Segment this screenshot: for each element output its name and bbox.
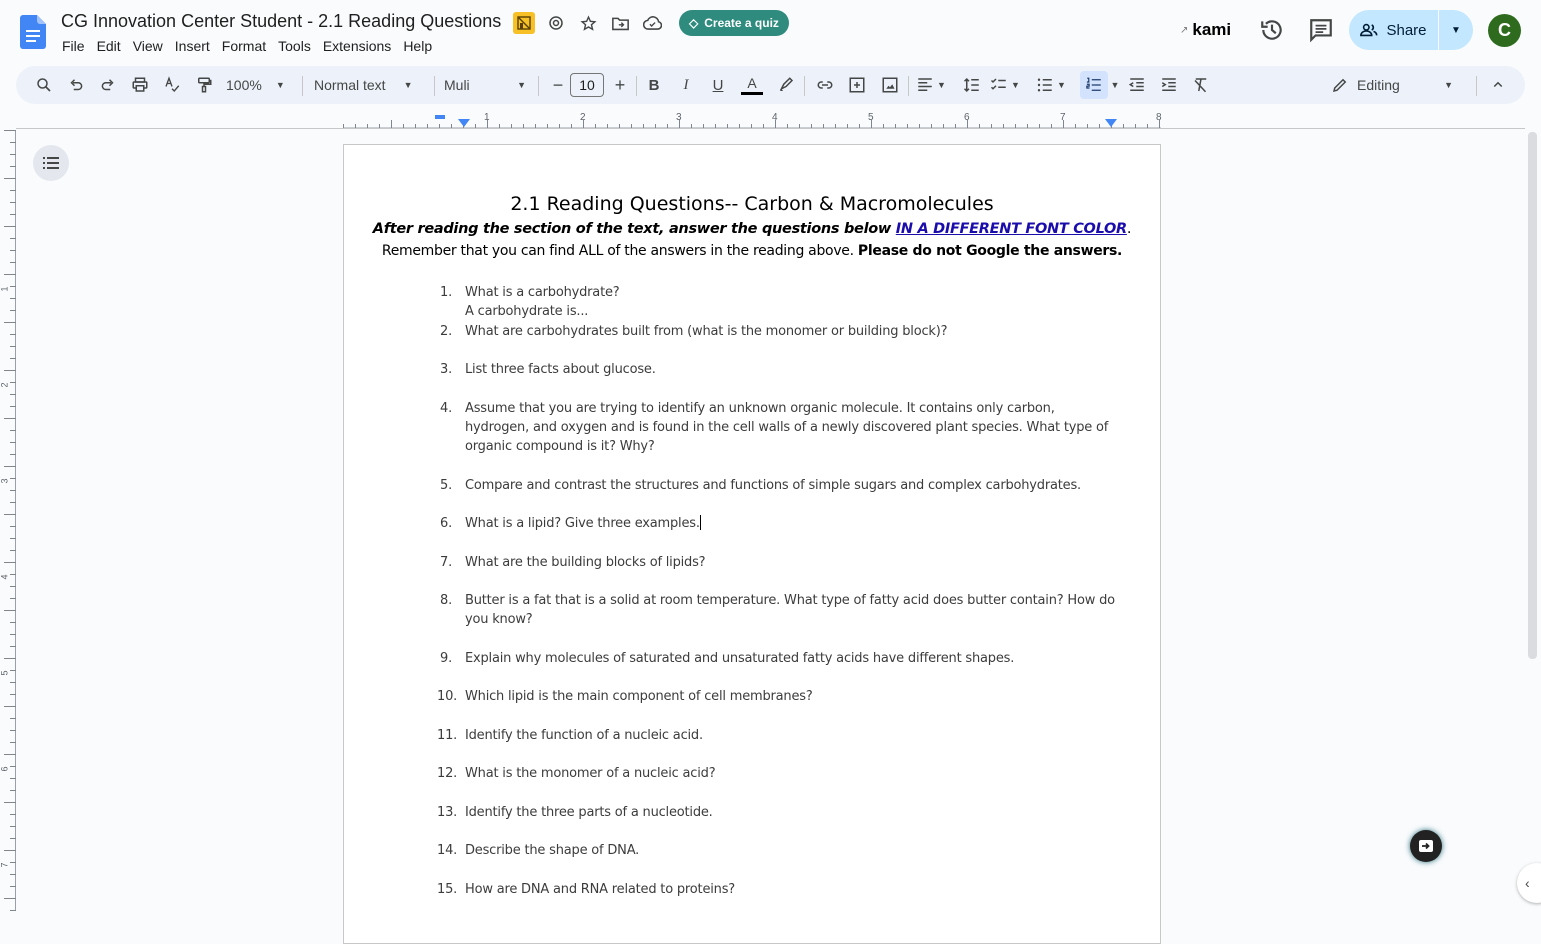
ruler-label: 1	[0, 286, 10, 292]
caret-down-icon: ▼	[1444, 80, 1453, 90]
document-outline-button[interactable]	[33, 145, 69, 181]
caret-down-icon: ▼	[517, 80, 526, 90]
right-indent-marker[interactable]	[1105, 119, 1117, 127]
star-icon[interactable]	[577, 12, 599, 34]
increase-font-size-button[interactable]: +	[614, 74, 626, 95]
font-size-input[interactable]: 10	[570, 73, 604, 97]
ruler-label: 3	[676, 112, 682, 123]
caret-down-icon: ▼	[1057, 80, 1066, 90]
vertical-scrollbar[interactable]	[1528, 132, 1537, 659]
ruler-label: 5	[868, 112, 874, 123]
menu-insert[interactable]: Insert	[174, 38, 210, 54]
clear-formatting-icon[interactable]	[1187, 71, 1215, 99]
menu-help[interactable]: Help	[403, 38, 433, 54]
toolbar-divider	[636, 76, 637, 96]
ruler-divider	[16, 128, 1525, 129]
question-item: 7. What are the building blocks of lipids?	[440, 555, 706, 570]
kami-assist-icon	[1418, 839, 1434, 853]
caret-down-icon: ▼	[937, 80, 946, 90]
align-left-icon	[916, 76, 934, 94]
numbered-list-dropdown[interactable]	[1108, 71, 1122, 99]
outline-list-icon	[43, 156, 59, 170]
add-comment-icon[interactable]	[843, 71, 871, 99]
line-spacing-icon[interactable]	[958, 71, 986, 99]
increase-indent-icon[interactable]	[1155, 71, 1183, 99]
docs-logo-icon[interactable]	[20, 15, 46, 49]
insert-link-icon[interactable]	[811, 71, 839, 99]
pencil-icon	[1331, 76, 1349, 94]
at-mention-icon[interactable]	[545, 12, 567, 34]
ruler-label: 4	[772, 112, 778, 123]
checklist-icon	[990, 76, 1008, 94]
ruler-label: 8	[1156, 112, 1162, 123]
question-item: 15. How are DNA and RNA related to proteins?	[437, 882, 735, 897]
ruler-label: 6	[0, 766, 10, 772]
question-item: 3. List three facts about glucose.	[440, 362, 656, 377]
numbered-list-button[interactable]	[1080, 71, 1108, 99]
question-item: 14. Describe the shape of DNA.	[437, 843, 640, 858]
redo-icon[interactable]	[94, 71, 122, 99]
menu-extensions[interactable]: Extensions	[322, 38, 392, 54]
document-title[interactable]: CG Innovation Center Student - 2.1 Reading Questions	[61, 11, 502, 31]
question-item: 13. Identify the three parts of a nucleotide.	[437, 805, 713, 820]
share-button[interactable]: Share	[1349, 10, 1439, 50]
external-link-icon: ↗	[1180, 24, 1189, 36]
cloud-saved-icon[interactable]	[641, 12, 663, 34]
menu-bar	[56, 37, 438, 55]
editing-mode-select[interactable]: Editing ▼	[1321, 71, 1461, 99]
comments-icon[interactable]	[1308, 17, 1334, 43]
doc-heading: 2.1 Reading Questions-- Carbon & Macromolecules	[510, 193, 994, 215]
toolbar-divider	[302, 76, 303, 96]
caret-down-icon: ▼	[1110, 80, 1120, 90]
ruler-label: 7	[1060, 112, 1066, 123]
caret-down-icon: ▼	[275, 80, 285, 90]
text-color-button[interactable]	[738, 71, 766, 99]
toolbar-divider	[538, 76, 539, 96]
toolbar-divider	[1476, 76, 1477, 96]
different-font-color-link[interactable]: IN A DIFFERENT FONT COLOR	[895, 221, 1127, 237]
toolbar-divider	[804, 76, 805, 96]
decrease-indent-icon[interactable]	[1123, 71, 1151, 99]
question-item: 9. Explain why molecules of saturated and unsaturated fatty acids have different shapes.	[440, 651, 1015, 666]
numbered-list-icon	[1085, 76, 1103, 94]
left-indent-marker[interactable]	[458, 119, 470, 127]
question-item: 5. Compare and contrast the structures and functions of simple sugars and complex carbohydrates.	[440, 478, 1081, 493]
checklist-button[interactable]	[990, 71, 1020, 99]
ruler-label: 4	[0, 574, 10, 580]
people-icon	[1360, 23, 1378, 37]
question-item: 10. Which lipid is the main component of cell membranes?	[437, 689, 813, 704]
caret-down-icon: ▼	[1451, 24, 1461, 36]
hide-menus-button[interactable]	[1484, 71, 1512, 99]
paint-format-icon[interactable]	[190, 71, 218, 99]
ruler-label: 2	[0, 382, 10, 388]
caret-down-icon: ▼	[1011, 80, 1020, 90]
question-item: 11. Identify the function of a nucleic acid.	[437, 728, 703, 743]
question-item: 4. Assume that you are trying to identify an unknown organic molecule. It contains only carbon, hydrogen, and oxygen and is found in the cell walls of a newly discovered plant species. What type of organic compound is it? Why?	[440, 401, 1109, 455]
ruler-label: 5	[0, 670, 10, 676]
ruler-label: 6	[964, 112, 970, 123]
print-icon[interactable]	[126, 71, 154, 99]
highlight-color-icon[interactable]	[772, 71, 800, 99]
font-family-select[interactable]: Muli ▼	[444, 77, 526, 93]
ruler-label: 2	[580, 112, 586, 123]
toolbar-divider	[908, 76, 909, 96]
align-button[interactable]	[916, 71, 946, 99]
decrease-font-size-button[interactable]: −	[552, 74, 564, 95]
toolbar-divider	[434, 76, 435, 96]
vertical-ruler[interactable]	[0, 130, 16, 911]
menu-format[interactable]: Format	[221, 38, 267, 54]
chevron-left-icon: ‹	[1525, 875, 1530, 891]
text-cursor	[700, 515, 702, 530]
move-folder-icon[interactable]	[609, 12, 631, 34]
instructions-line: After reading the section of the text, answer the questions below IN A DIFFERENT FONT COLOR.	[372, 221, 1132, 237]
menu-edit[interactable]: Edit	[96, 38, 121, 54]
top-bar	[0, 0, 1541, 64]
ruler-label: 7	[0, 862, 10, 868]
question-item: 1. What is a carbohydrate? A carbohydrate is...	[440, 285, 620, 320]
answer-text: A carbohydrate is...	[465, 304, 589, 320]
italic-button[interactable]: I	[683, 76, 689, 93]
menu-view[interactable]: View	[132, 38, 163, 54]
menu-tools[interactable]: Tools	[278, 38, 311, 54]
ruler-label: 1	[484, 112, 490, 123]
reminder-line: Remember that you can find ALL of the answers in the reading above. Please do not Google the answers.	[381, 243, 1123, 259]
document-page[interactable]	[343, 144, 1161, 944]
chevron-up-icon	[1489, 76, 1507, 94]
bulleted-list-button[interactable]	[1036, 71, 1066, 99]
question-item: 2. What are carbohydrates built from (what is the monomer or building block)?	[440, 324, 948, 339]
insert-image-icon[interactable]	[876, 71, 904, 99]
zoom-select[interactable]: 100% ▼	[226, 77, 285, 93]
undo-icon[interactable]	[62, 71, 90, 99]
ruler-ticks	[0, 130, 16, 911]
formatting-toolbar	[16, 66, 1525, 104]
account-avatar[interactable]: C	[1488, 14, 1521, 47]
bulleted-list-icon	[1036, 76, 1054, 94]
kami-extension-icon[interactable]	[513, 12, 535, 34]
menu-file[interactable]: File	[62, 38, 85, 54]
question-item: 6. What is a lipid? Give three examples.	[440, 516, 700, 531]
create-quiz-button[interactable]: ◇ Create a quiz	[679, 10, 789, 36]
spellcheck-icon[interactable]	[158, 71, 186, 99]
kami-link[interactable]: ↗ kami	[1180, 20, 1232, 39]
side-panel-toggle[interactable]	[1517, 863, 1541, 903]
caret-down-icon: ▼	[403, 80, 413, 90]
bold-button[interactable]: B	[648, 76, 660, 94]
question-item: 12. What is the monomer of a nucleic acid?	[437, 766, 716, 781]
underline-button[interactable]: U	[712, 76, 724, 94]
share-button-group	[1349, 10, 1473, 50]
text-color-icon: A	[747, 74, 757, 91]
search-menus-icon[interactable]	[30, 71, 58, 99]
kami-floating-button[interactable]	[1410, 830, 1442, 862]
paragraph-style-select[interactable]: Normal text ▼	[314, 77, 413, 93]
question-item: 8. Butter is a fat that is a solid at room temperature. What type of fatty acid does butter contain? How do you know?	[440, 593, 1115, 628]
ruler-label: 3	[0, 478, 10, 484]
share-dropdown-button[interactable]	[1439, 10, 1473, 50]
version-history-icon[interactable]	[1259, 17, 1285, 43]
first-line-indent-marker[interactable]	[435, 115, 445, 119]
sparkle-icon: ◇	[689, 16, 699, 30]
